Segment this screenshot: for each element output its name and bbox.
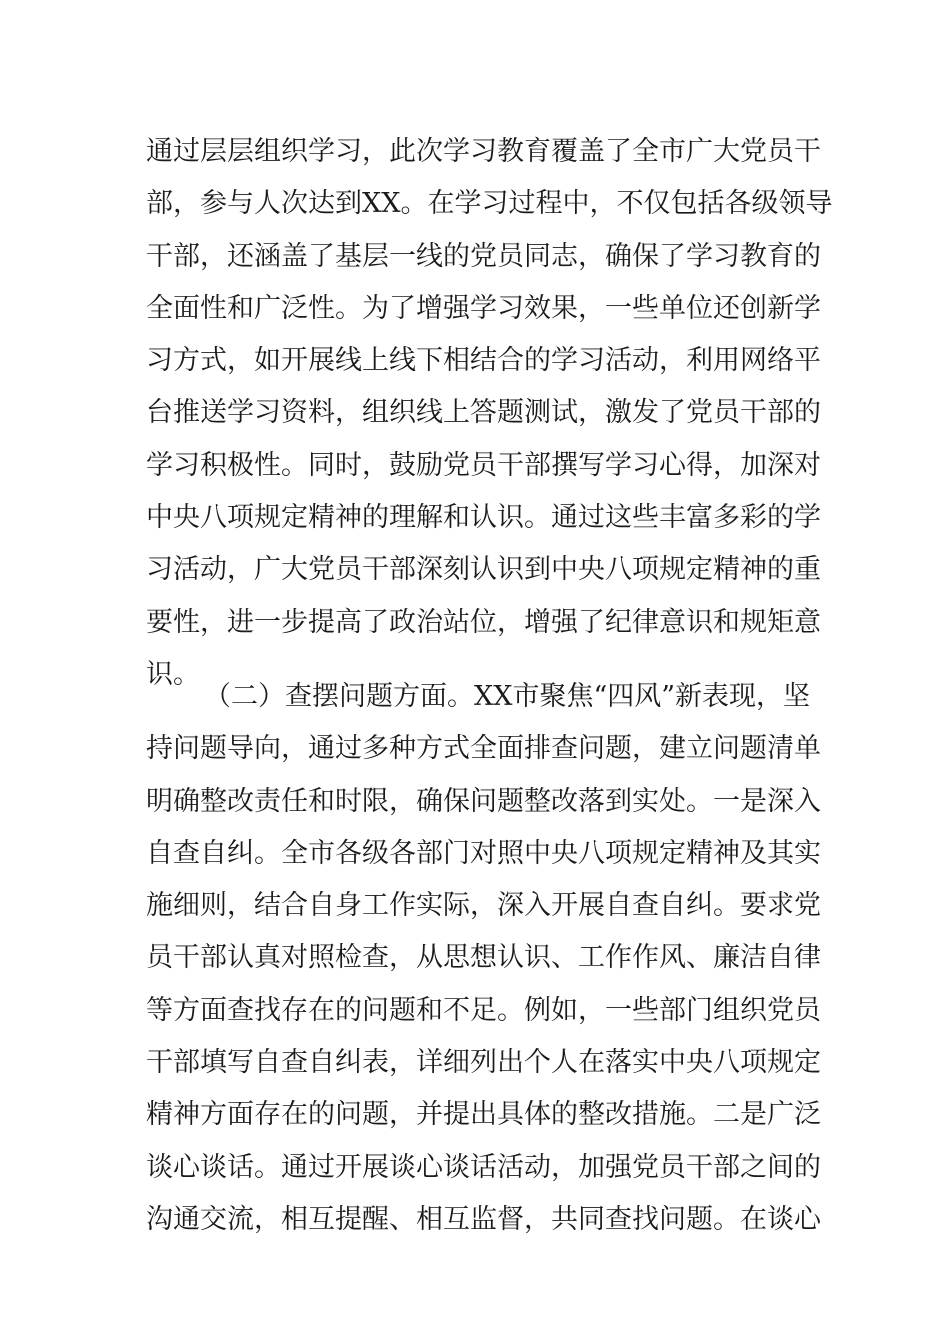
text-line: 习方式，如开展线上线下相结合的学习活动，利用网络平 <box>146 345 821 377</box>
text-line: 通过层层组织学习，此次学习教育覆盖了全市广大党员干 <box>146 136 821 167</box>
text-line: 中央八项规定精神的理解和认识。通过这些丰富多彩的学 <box>146 502 821 534</box>
text-line: 持问题导向，通过多种方式全面排查问题，建立问题清单 <box>146 733 821 765</box>
text-line: 识。 <box>146 658 200 690</box>
text-line: 学习积极性。同时，鼓励党员干部撰写学习心得，加深对 <box>146 449 821 481</box>
text-line: 全面性和广泛性。为了增强学习效果，一些单位还创新学 <box>146 292 821 324</box>
paragraph-problem-finding <box>146 671 821 1246</box>
text-line: 员干部认真对照检查，从思想认识、工作作风、廉洁自律 <box>146 942 821 974</box>
text-line: 自查自纠。全市各级各部门对照中央八项规定精神及其实 <box>146 837 821 869</box>
text-line: （二）查摆问题方面。XX市聚焦“四风”新表现，坚 <box>204 681 811 712</box>
text-line: 习活动，广大党员干部深刻认识到中央八项规定精神的重 <box>146 554 821 586</box>
text-line: 明确整改责任和时限，确保问题整改落到实处。一是深入 <box>146 785 821 817</box>
text-line: 要性，进一步提高了政治站位，增强了纪律意识和规矩意 <box>146 606 821 638</box>
text-line: 干部，还涵盖了基层一线的党员同志，确保了学习教育的 <box>146 240 821 272</box>
text-line: 干部填写自查自纠表，详细列出个人在落实中央八项规定 <box>146 1047 821 1079</box>
text-line: 谈心谈话。通过开展谈心谈话活动，加强党员干部之间的 <box>146 1151 821 1183</box>
text-line: 台推送学习资料，组织线上答题测试，激发了党员干部的 <box>146 397 821 429</box>
text-line: 等方面查找存在的问题和不足。例如，一些部门组织党员 <box>146 994 821 1026</box>
text-line: 施细则，结合自身工作实际，深入开展自查自纠。要求党 <box>146 890 821 922</box>
text-line: 精神方面存在的问题，并提出具体的整改措施。二是广泛 <box>146 1099 821 1131</box>
text-line: 部，参与人次达到XX。在学习过程中，不仅包括各级领导 <box>146 188 833 220</box>
paragraph-learning-education <box>146 126 833 701</box>
text-line: 沟通交流，相互提醒、相互监督，共同查找问题。在谈心 <box>146 1203 821 1235</box>
